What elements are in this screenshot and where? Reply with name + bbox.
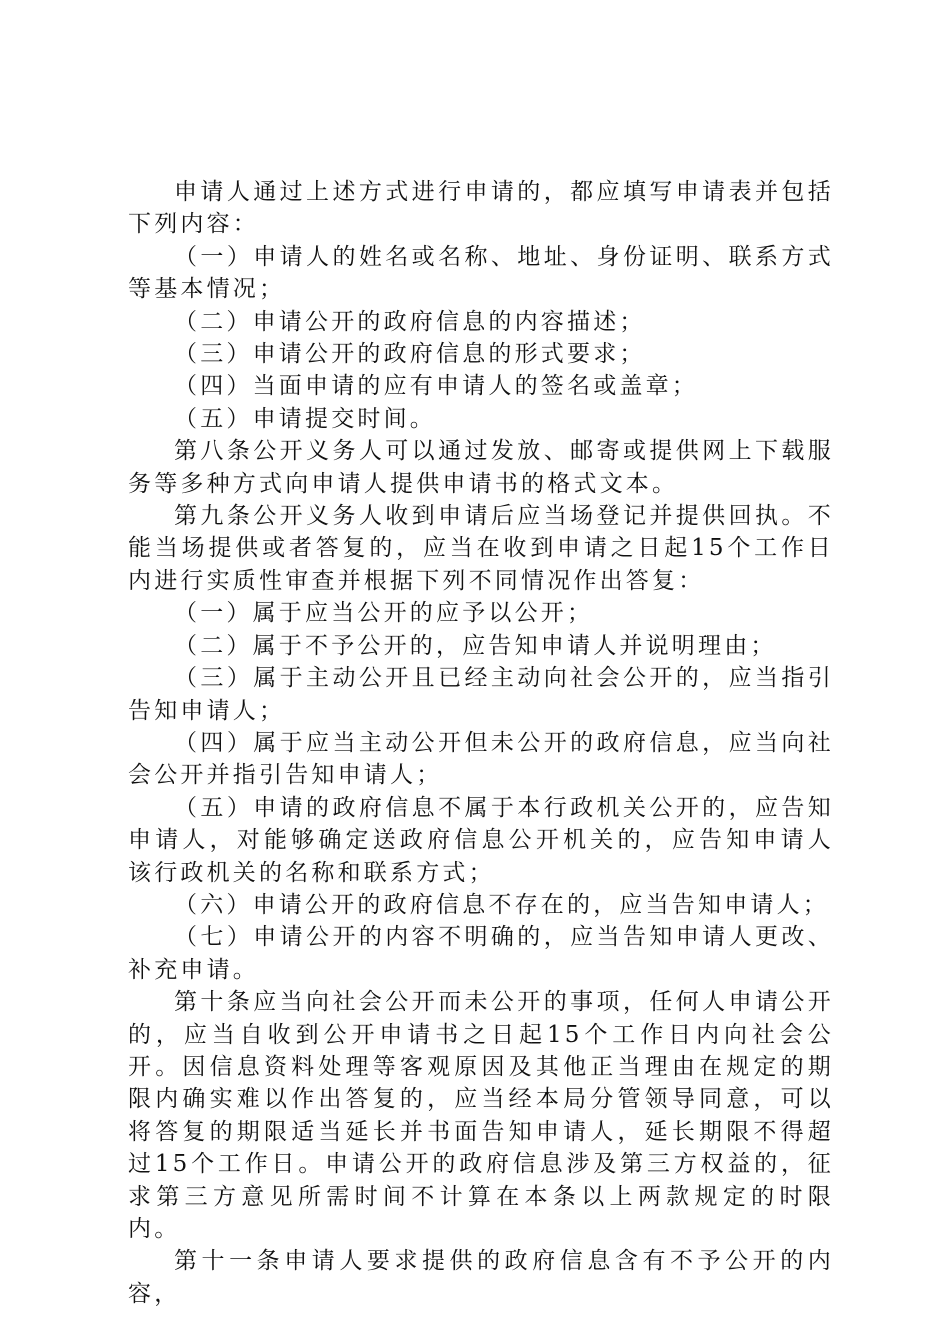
paragraph: （五）申请的政府信息不属于本行政机关公开的，应告知申请人，对能够确定送政府信息公开机关的，应告知申请人该行政机关的名称和联系方式； — [128, 794, 834, 886]
paragraph: （二）属于不予公开的，应告知申请人并说明理由； — [174, 632, 777, 659]
paragraph: （三）属于主动公开且已经主动向社会公开的，应当指引告知申请人； — [128, 665, 834, 724]
paragraph: （三）申请公开的政府信息的形式要求； — [174, 341, 646, 368]
paragraph: （二）申请公开的政府信息的内容描述； — [174, 308, 646, 335]
paragraph: 第十条应当向社会公开而未公开的事项，任何人申请公开的，应当自收到公开申请书之日起15个工作日内向社会公开。因信息资料处理等客观原因及其他正当理由在规定的期限内确实难以作出答复的，应当经本局分管领导同意，可以将答复的期限适当延长并书面告知申请人，延长期限不得超过15个工作日。申请公开的政府信息涉及第三方权益的，征求第三方意见所需时间不计算在本条以上两款规定的时限内。 — [128, 989, 834, 1242]
paragraph: 第八条公开义务人可以通过发放、邮寄或提供网上下载服务等多种方式向申请人提供申请书的格式文本。 — [128, 438, 834, 497]
paragraph: 第十一条申请人要求提供的政府信息含有不予公开的内容， — [128, 1248, 834, 1307]
paragraph: （一）申请人的姓名或名称、地址、身份证明、联系方式等基本情况； — [128, 243, 834, 303]
paragraph: （四）属于应当主动公开但未公开的政府信息，应当向社会公开并指引告知申请人； — [128, 729, 834, 789]
paragraph: 申请人通过上述方式进行申请的，都应填写申请表并包括下列内容： — [128, 179, 834, 238]
paragraph: （五）申请提交时间。 — [174, 405, 436, 432]
document-body — [128, 176, 834, 1310]
paragraph: （七）申请公开的内容不明确的，应当告知申请人更改、补充申请。 — [128, 924, 834, 983]
paragraph: （四）当面申请的应有申请人的签名或盖章； — [174, 373, 698, 400]
paragraph: （一）属于应当公开的应予以公开； — [174, 600, 594, 627]
paragraph: （六）申请公开的政府信息不存在的，应当告知申请人； — [174, 891, 829, 918]
paragraph: 第九条公开义务人收到申请后应当场登记并提供回执。不能当场提供或者答复的，应当在收到申请之日起15个工作日内进行实质性审查并根据下列不同情况作出答复： — [128, 503, 834, 594]
